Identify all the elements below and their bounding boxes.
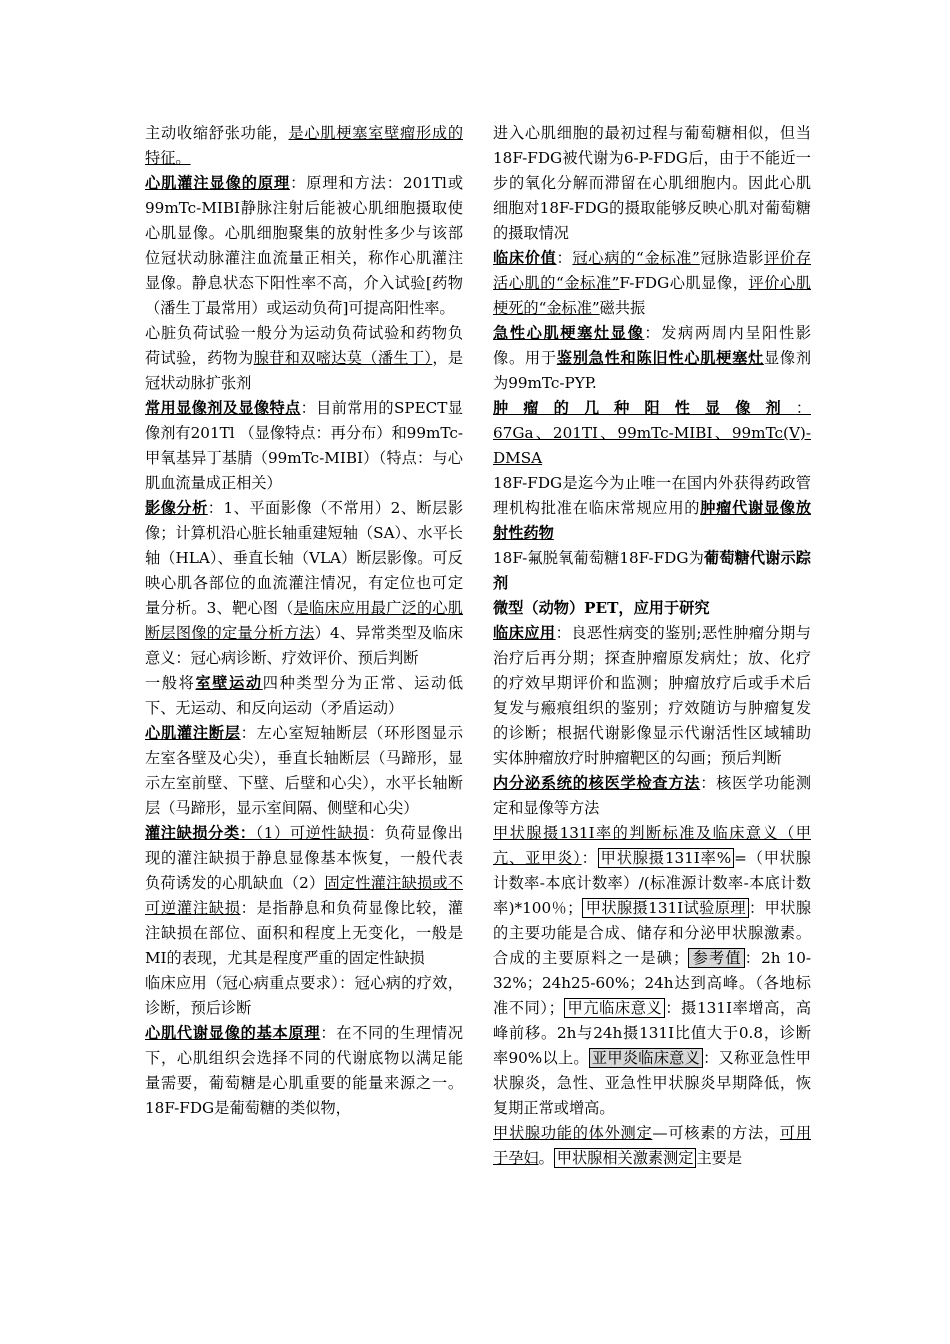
text: ：: [581, 849, 598, 867]
paragraph: [493, 321, 811, 396]
text: =（甲状腺计数率-本底计数率）/(标准源计数率-本底计数率)*100％；: [493, 849, 811, 917]
paragraph: [145, 971, 463, 1021]
text: ：1、平面影像（不常用）2、断层影像；计算机沿心脏长轴重建短轴（SA）、水平长轴（HLA）、垂直长轴（VLA）断层影像。可反映心肌各部位的血流灌注情况，有定位也可定量分析。3、靶心图（: [145, 499, 464, 617]
paragraph: [493, 771, 811, 821]
text: 一般将: [145, 674, 196, 692]
text: 磁共振: [599, 299, 646, 317]
paragraph: [493, 396, 811, 471]
paragraph: [145, 321, 463, 396]
heading: 心肌灌注断层: [145, 724, 241, 742]
text: —可核素的方法，: [652, 1124, 780, 1142]
bold-underlined-text: 鉴别急性和陈旧性心肌梗塞灶: [556, 349, 764, 367]
text: ：: [556, 249, 573, 267]
heading: 心肌代谢显像的基本原理: [145, 1024, 321, 1042]
text: ：负荷显像出现的灌注缺损于静息显像基本恢复，一般代表负荷诱发的心肌缺血（2）: [145, 824, 463, 892]
heading: 心肌灌注显像的原理: [145, 174, 291, 192]
paragraph: [145, 1021, 463, 1121]
heading: 临床价值: [493, 249, 557, 267]
right-column: [493, 121, 811, 1171]
underlined-text: （1）: [255, 824, 290, 842]
underlined-text: 评价存活心肌的“金标准”: [493, 249, 812, 292]
text: F-FDG心肌显像，: [619, 274, 749, 292]
shaded-term: 参考值: [688, 948, 744, 968]
paragraph: [493, 546, 811, 596]
underlined-text: 固定性灌注缺损或不可逆灌注缺损: [145, 874, 464, 917]
heading: 肿瘤的几种阳性显像剂: [493, 399, 796, 417]
underlined-text: 甲状腺功能的体外测定: [493, 1124, 653, 1142]
text: 四种类型分为正常、运动低下、无运动、和反向运动（矛盾运动）: [145, 674, 464, 717]
paragraph: [493, 121, 811, 246]
heading: 内分泌系统的核医学检查方法: [493, 774, 701, 792]
boxed-term: 甲亢临床意义: [564, 998, 666, 1018]
paragraph: [145, 171, 463, 321]
left-column: [145, 121, 463, 1121]
text: ：良恶性病变的鉴别;恶性肿瘤分期与治疗后再分期；探查肿瘤原发病灶；放、化疗的疗效早期评价和监测；肿瘤放疗后或手术后复发与瘢痕组织的鉴别；疗效随访与肿瘤复发的诊断；根据代谢影像显示代谢活性区域辅助实体肿瘤放疗时肿瘤靶区的勾画；预后判断: [493, 624, 811, 767]
text: 临床应用（冠心病重点要求）：冠心病的疗效，诊断，预后诊断: [145, 974, 463, 1017]
text: ：在不同的生理情况下，心肌组织会选择不同的代谢底物以满足能量需要，葡萄糖是心肌重要的能量来源之一。18F-FDG是葡萄糖的类似物，: [145, 1024, 463, 1117]
heading: 急性心肌梗塞灶显像: [493, 324, 645, 342]
text: ，是冠状动脉扩张剂: [145, 349, 464, 392]
text: ：目前常用的SPECT显像剂有201Tl （显像特点：再分布）和99mTc-甲氧基异丁基腈（99mTc-MIBI）（特点：与心肌血流量成正相关）: [145, 399, 463, 492]
underlined-text: 冠心病的“金标准”: [572, 249, 700, 267]
paragraph: [145, 121, 463, 171]
text: 冠脉造影: [699, 249, 765, 267]
text: 主要是: [696, 1149, 742, 1167]
text: 主动收缩舒张功能，: [145, 124, 289, 142]
paragraph: [145, 821, 463, 971]
heading: 影像分析: [145, 499, 208, 517]
paragraph: [493, 1121, 811, 1171]
underlined-text: ：: [795, 399, 811, 417]
heading: 灌注缺损分类：: [145, 824, 256, 842]
text: ：核医学功能测定和显像等方法: [493, 774, 811, 817]
text: 18F-氟脱氧葡萄糖18F-FDG为: [493, 549, 704, 567]
underlined-text: 腺苷和双嘧达莫（潘生丁）: [253, 349, 433, 367]
text: ：左心室短轴断层（环形图显示左室各壁及心尖），垂直长轴断层（马蹄形，显示左室前壁、下壁、后壁和心尖），水平长轴断层（马蹄形，显示室间隔、侧壁和心尖）: [145, 724, 463, 817]
text: ：是指静息和负荷显像比较，灌注缺损在部位、面积和程度上无变化，一般是MI的表现，尤其是程度严重的固定性缺损: [145, 899, 463, 967]
paragraph: [145, 496, 463, 671]
text: 18F-FDG是迄今为止唯一在国内外获得药政管理机构批准在临床常规应用的: [493, 474, 811, 517]
underlined-text: 是临床应用最广泛的心肌断层图像的定量分析方法: [145, 599, 463, 642]
heading: 常用显像剂及显像特点: [145, 399, 301, 417]
underlined-text: 可逆性缺损: [289, 824, 369, 842]
text: ：甲状腺的主要功能是合成、储存和分泌甲状腺激素。合成的主要原料之一是碘；: [493, 899, 812, 967]
text: ）4、异常类型及临床意义：冠心病诊断、疗效评价、预后判断: [145, 624, 464, 667]
paragraph: [493, 821, 811, 1121]
paragraph: [145, 721, 463, 821]
underlined-text: 67Ga、201TI、99mTc-MIBI、99mTc(V)-DMSA: [493, 424, 811, 467]
text: 心脏负荷试验一般分为运动负荷试验和药物负荷试验，药物为: [145, 324, 463, 367]
text: 进入心肌细胞的最初过程与葡萄糖相似，但当18F-FDG被代谢为6-P-FDG后，由于不能近一步的氧化分解而滞留在心肌细胞内。因此心肌细胞对18F-FDG的摄取能够反映心肌对葡萄糖的摄取情况: [493, 124, 811, 242]
text: ：原理和方法：201Tl或99mTc-MIBI静脉注射后能被心肌细胞摄取使心肌显像。心肌细胞聚集的放射性多少与该部位冠状动脉灌注血流量正相关，称作心肌灌注显像。静息状态下阳性率不高，介入试验[药物（潘生丁最常用）或运动负荷]可提高阳性率。: [145, 174, 464, 317]
text: ：2h 10-32%；24h25-60%；24h达到高峰。（各地标准不同）；: [493, 949, 812, 1017]
paragraph: [493, 246, 811, 321]
paragraph: [145, 671, 463, 721]
bold-text: 葡萄糖代谢示踪剂: [493, 549, 811, 592]
underlined-text: 甲状腺摄131I率的判断标准及临床意义（甲亢、亚甲炎）: [493, 824, 811, 867]
bold-underlined-text: 肿瘤代谢显像放射性药物: [493, 499, 811, 542]
underlined-text: 是心肌梗塞室壁瘤形成的特征。: [145, 124, 463, 167]
text: 。: [538, 1149, 554, 1167]
text: ：摄131I率增高，高峰前移。2h与24h摄131I比值大于0.8，诊断率90%以上。: [493, 999, 812, 1067]
underlined-text: 评价心肌梗死的“金标准”: [493, 274, 811, 317]
shaded-term: 亚甲炎临床意义: [589, 1048, 703, 1068]
text: 显像剂为99mTc-PYP.: [493, 349, 811, 392]
text: ：发病两周内呈阳性影像。用于: [493, 324, 812, 367]
boxed-term: 甲状腺摄131I率%: [598, 848, 734, 868]
boxed-term: 甲状腺摄131I试验原理: [582, 898, 749, 918]
text: ：又称亚急性甲状腺炎，急性、亚急性甲状腺炎早期降低，恢复期正常或增高。: [493, 1049, 811, 1117]
boxed-term: 甲状腺相关激素测定: [554, 1148, 697, 1168]
heading: 临床应用: [493, 624, 556, 642]
paragraph: [493, 471, 811, 546]
paragraph: [145, 396, 463, 496]
underlined-text: 可用于孕妇: [493, 1124, 811, 1167]
bold-text: 微型（动物）PET，应用于研究: [493, 599, 710, 617]
bold-underlined-text: 室壁运动: [195, 674, 263, 692]
paragraph: [493, 621, 811, 771]
paragraph: [493, 596, 811, 621]
